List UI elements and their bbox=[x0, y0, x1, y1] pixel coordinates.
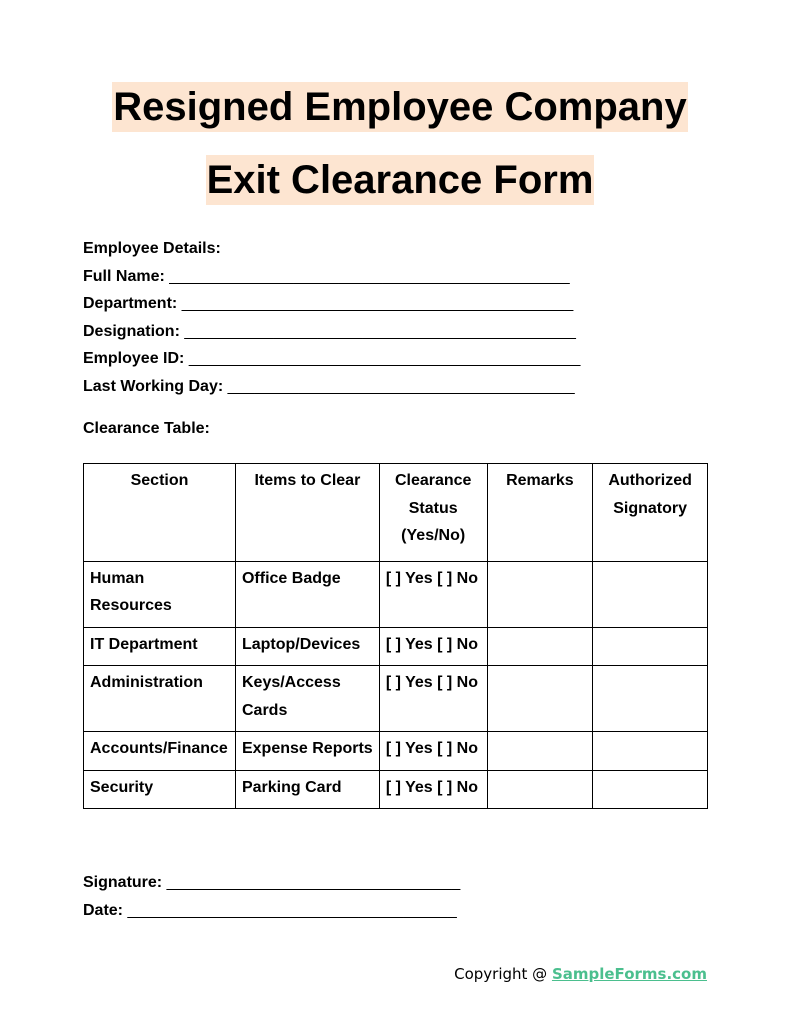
table-row bbox=[84, 561, 708, 627]
column-header: Section bbox=[84, 464, 236, 562]
last-working-day-blank[interactable]: _______________________________________ bbox=[227, 377, 575, 395]
last-working-day-field bbox=[83, 375, 723, 403]
full-name-blank[interactable]: _____________________________________________ bbox=[169, 267, 570, 285]
date-field bbox=[83, 899, 460, 927]
clearance-table-heading: Clearance Table: bbox=[83, 420, 210, 437]
column-header: Clearance Status (Yes/No) bbox=[379, 464, 487, 562]
column-header: Items to Clear bbox=[235, 464, 379, 562]
items-cell: Office Badge bbox=[235, 561, 379, 627]
table-row bbox=[84, 732, 708, 771]
copyright-footer bbox=[454, 965, 707, 983]
signatory-cell[interactable] bbox=[593, 561, 708, 627]
signature-field bbox=[83, 871, 460, 899]
table-row bbox=[84, 627, 708, 666]
title-line-2: Exit Clearance Form bbox=[206, 155, 595, 205]
signatory-cell[interactable] bbox=[593, 666, 708, 732]
column-header: Remarks bbox=[487, 464, 593, 562]
section-cell: Administration bbox=[84, 666, 236, 732]
signature-blank[interactable]: _________________________________ bbox=[166, 874, 461, 891]
signature-label: Signature: bbox=[83, 874, 163, 891]
remarks-cell[interactable] bbox=[487, 732, 593, 771]
signatory-cell[interactable] bbox=[593, 732, 708, 771]
section-cell: Accounts/Finance bbox=[84, 732, 236, 771]
table-header-row bbox=[84, 464, 708, 562]
section-cell: Security bbox=[84, 770, 236, 809]
table-row bbox=[84, 666, 708, 732]
employee-id-blank[interactable]: ____________________________________________ bbox=[188, 350, 581, 367]
remarks-cell[interactable] bbox=[487, 666, 593, 732]
clearance-table bbox=[83, 463, 708, 809]
signatory-cell[interactable] bbox=[593, 770, 708, 809]
title-line-1: Resigned Employee Company bbox=[112, 82, 687, 132]
remarks-cell[interactable] bbox=[487, 561, 593, 627]
field-label: Full Name: bbox=[83, 267, 165, 285]
department-blank[interactable]: ____________________________________________ bbox=[181, 295, 574, 312]
column-header: Authorized Signatory bbox=[593, 464, 708, 562]
employee-details-heading: Employee Details: bbox=[83, 240, 221, 257]
sampleforms-link[interactable]: SampleForms.com bbox=[551, 965, 707, 983]
table-row bbox=[84, 770, 708, 809]
remarks-cell[interactable] bbox=[487, 770, 593, 809]
signoff-section bbox=[83, 871, 460, 926]
items-cell: Laptop/Devices bbox=[235, 627, 379, 666]
items-cell: Expense Reports bbox=[235, 732, 379, 771]
status-cell[interactable]: [ ] Yes [ ] No bbox=[379, 561, 487, 627]
department-field bbox=[83, 292, 723, 320]
signatory-cell[interactable] bbox=[593, 627, 708, 666]
items-cell: Parking Card bbox=[235, 770, 379, 809]
field-label: Designation: bbox=[83, 322, 180, 340]
designation-field bbox=[83, 320, 723, 348]
items-cell: Keys/Access Cards bbox=[235, 666, 379, 732]
status-cell[interactable]: [ ] Yes [ ] No bbox=[379, 732, 487, 771]
status-cell[interactable]: [ ] Yes [ ] No bbox=[379, 666, 487, 732]
date-blank[interactable]: _____________________________________ bbox=[127, 901, 457, 919]
employee-details bbox=[83, 237, 723, 402]
employee-id-field bbox=[83, 347, 723, 375]
field-label: Department: bbox=[83, 295, 178, 312]
status-cell[interactable]: [ ] Yes [ ] No bbox=[379, 770, 487, 809]
field-label: Employee ID: bbox=[83, 350, 185, 367]
date-label: Date: bbox=[83, 901, 124, 919]
field-label: Last Working Day: bbox=[83, 377, 224, 395]
full-name-field bbox=[83, 265, 723, 293]
section-cell: Human Resources bbox=[84, 561, 236, 627]
remarks-cell[interactable] bbox=[487, 627, 593, 666]
status-cell[interactable]: [ ] Yes [ ] No bbox=[379, 627, 487, 666]
designation-blank[interactable]: ____________________________________________ bbox=[184, 322, 576, 340]
form-title bbox=[0, 82, 800, 205]
section-cell: IT Department bbox=[84, 627, 236, 666]
copyright-text: Copyright @ bbox=[454, 965, 552, 983]
